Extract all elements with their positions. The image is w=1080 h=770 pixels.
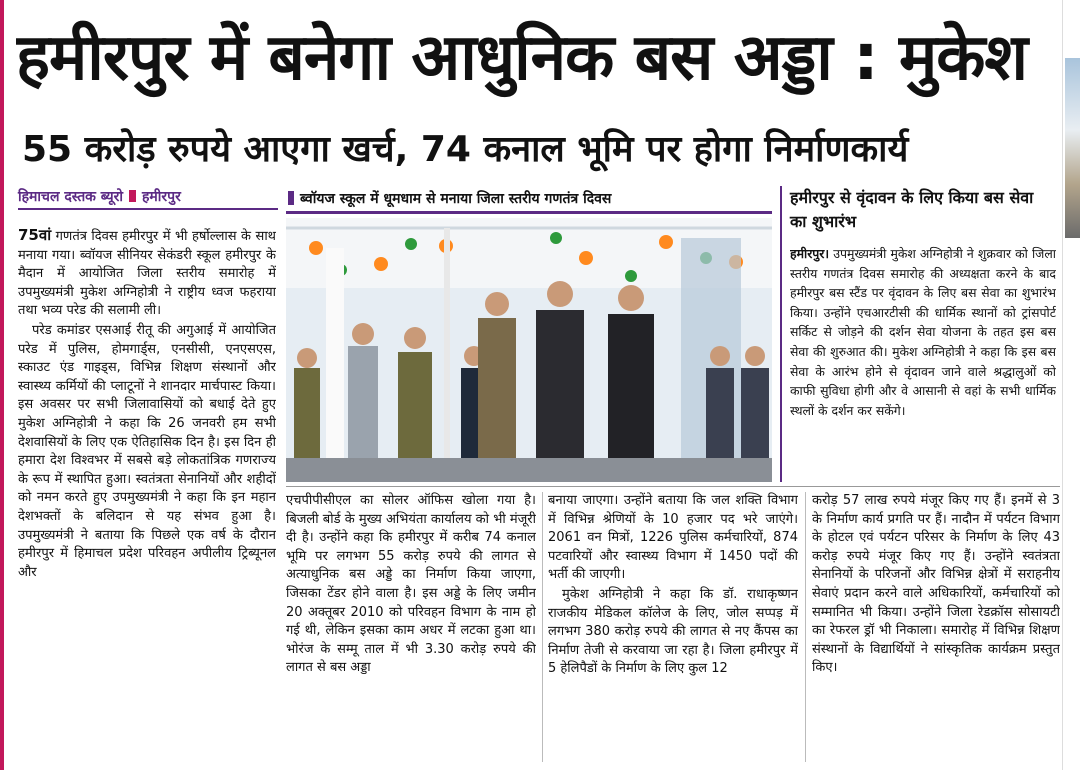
byline-separator-icon bbox=[129, 190, 136, 202]
article-paragraph: बनाया जाएगा। उन्होंने बताया कि जल शक्ति विभाग में विभिन्न श्रेणियों के 10 हजार पद भरे जाएंगे। 2061 वन मित्रों, 1226 पुलिस कर्मचारियों, 874 पटवारियों और स्वास्थ्य विभाग में 1450 पदों की भर्ती की जाएगी। bbox=[548, 493, 798, 583]
column-divider bbox=[805, 492, 806, 762]
article-paragraph: करोड़ 57 लाख रुपये मंजूर किए गए हैं। इनमें से 3 के निर्माण कार्य प्रगति पर हैं। नादौन में पर्यटन विभाग के होटल एवं पर्यटन परिसर के निर्माण के लिए 43 करोड़ रुपये मंजूर किए गए हैं। उन्होंने स्वतंत्रता सेनानियों के परिजनों और विभिन्न क्षेत्रों में सराहनीय सेवाएं प्रदान करने वाले अधिकारियों, कर्मचारियों को सम्मानित भी किया। उन्होंने जिला रेडक्रॉस सोसायटी का रेफरल ड्रॉ भी निकाला। समारोह में विभिन्न शिक्षण संस्थानों के विद्यार्थियों ने सांस्कृतिक कार्यक्रम प्रस्तुत किए। bbox=[812, 493, 1060, 676]
sidebar-dateline: हमीरपुर। bbox=[790, 246, 830, 261]
photo-caption-title: ब्वॉयज स्कूल में धूमधाम से मनाया जिला स्तरीय गणतंत्र दिवस bbox=[286, 186, 772, 214]
page-edge-strip bbox=[0, 0, 4, 770]
section-divider bbox=[780, 186, 782, 482]
adjacent-page-edge bbox=[1062, 0, 1080, 770]
byline-place: हमीरपुर bbox=[141, 189, 181, 205]
article-column-4 bbox=[812, 492, 1060, 767]
article-paragraph: मुकेश अग्निहोत्री ने कहा कि डॉ. राधाकृष्णन राजकीय मेडिकल कॉलेज के लिए, जोल सप्पड़ में लगभग 380 करोड़ रुपये की लागत से नए कैंपस का निर्माण तेजी से करवाया जा रहा है। जिला हमीरपुर में 5 हेलिपैडों के निर्माण के लिए कुल 12 bbox=[548, 586, 798, 677]
photo-bottom-rule bbox=[286, 486, 1060, 487]
headline: हमीरपुर में बनेगा आधुनिक बस अड्डा : मुकेश bbox=[16, 21, 1027, 95]
byline-bureau: हिमाचल दस्तक ब्यूरो bbox=[18, 189, 123, 205]
sidebar-headline: हमीरपुर से वृंदावन के लिए किया बस सेवा का शुभारंभ bbox=[790, 188, 1034, 231]
sidebar-story bbox=[790, 244, 1056, 480]
news-photo bbox=[286, 218, 772, 482]
subheadline: 55 करोड़ रुपये आएगा खर्च, 74 कनाल भूमि पर होगा निर्माणकार्य bbox=[22, 129, 909, 170]
caption-marker-icon bbox=[288, 191, 294, 205]
article-paragraph: 75वां गणतंत्र दिवस हमीरपुर में भी हर्षोल्लास के साथ मनाया गया। ब्वॉयज सीनियर सेकंडरी स्कूल हमीरपुर के मैदान में आयोजित जिला स्तरीय समारोह में उपमुख्यमंत्री मुकेश अग्निहोत्री ने राष्ट्रीय ध्वज फहराया तथा भव्य परेड की सलामी ली। bbox=[18, 226, 276, 319]
article-column-3 bbox=[548, 492, 798, 767]
ceremony-photo-illustration bbox=[286, 218, 772, 482]
column-divider bbox=[542, 492, 543, 762]
byline bbox=[18, 186, 278, 210]
article-column-1 bbox=[18, 226, 276, 766]
article-paragraph: परेड कमांडर एसआई रीतू की अगुआई में आयोजित परेड में पुलिस, होमगार्ड्स, एनसीसी, एनएसएस, स्काउट एंड गाइड्स, विभिन्न शिक्षण संस्थानों और स्वास्थ्य कर्मियों की प्लाटूनों ने शानदार मार्चपास्ट किया। इस अवसर पर सभी जिलावासियों को बधाई देते हुए मुकेश अग्निहोत्री ने कहा कि 26 जनवरी हम सभी देशवासियों के लिए एक ऐतिहासिक दिन है। इस दिन ही हमारा देश विश्वभर में सबसे बड़े लोकतांत्रिक गणराज्य के रूप में स्थापित हुआ। स्वतंत्रता सेनानियों और शहीदों को नमन करते हुए उपमुख्यमंत्री ने कहा कि इन महान देशभक्तों के बलिदान से यह संभव हुआ है। उपमुख्यमंत्री ने बताया कि पिछले एक वर्ष के दौरान हमीरपुर में हिमाचल प्रदेश परिवहन अपीलीय ट्रिब्यूनल और bbox=[18, 322, 276, 580]
lead-number: 75वां bbox=[18, 226, 52, 244]
adjacent-photo-fragment bbox=[1065, 58, 1080, 238]
article-column-2 bbox=[286, 492, 536, 767]
sidebar-body: उपमुख्यमंत्री मुकेश अग्निहोत्री ने शुक्रवार को जिला स्तरीय गणतंत्र दिवस समारोह की अध्यक्षता करने के बाद हमीरपुर बस स्टैंड पर वृंदावन के लिए बस सेवा का शुभारंभ किया। उन्होंने एचआरटीसी की धार्मिक स्थानों को ट्रांसपोर्ट सर्किट से जोड़ने की दर्शन सेवा योजना के तहत इस बस सेवा की शुरुआत की। मुकेश अग्निहोत्री ने कहा कि इस बस सेवा के आरंभ होने से वृंदावन जाने वाले श्रद्धालुओं को काफी सुविधा होगी और वे आसानी से वहां के सभी धार्मिक स्थलों के दर्शन कर सकेंगे। bbox=[790, 246, 1056, 418]
article-paragraph: एचपीपीसीएल का सोलर ऑफिस खोला गया है। बिजली बोर्ड के मुख्य अभियंता कार्यालय को भी मंजूरी दी है। उन्होंने कहा कि हमीरपुर में करीब 74 कनाल भूमि पर लगभग 55 करोड़ रुपये की लागत से अत्याधुनिक बस अड्डे का निर्माण किया जाएगा, जिसका टेंडर होने वाला है। इस अड्डे के लिए जमीन 20 अक्तूबर 2010 को परिवहन विभाग के नाम हो गई थी, लेकिन इसका काम अधर में लटका हुआ था। भोरंज के सम्मू ताल में भी 3.30 करोड़ रुपये की लागत से बस अड्डा bbox=[286, 493, 536, 676]
